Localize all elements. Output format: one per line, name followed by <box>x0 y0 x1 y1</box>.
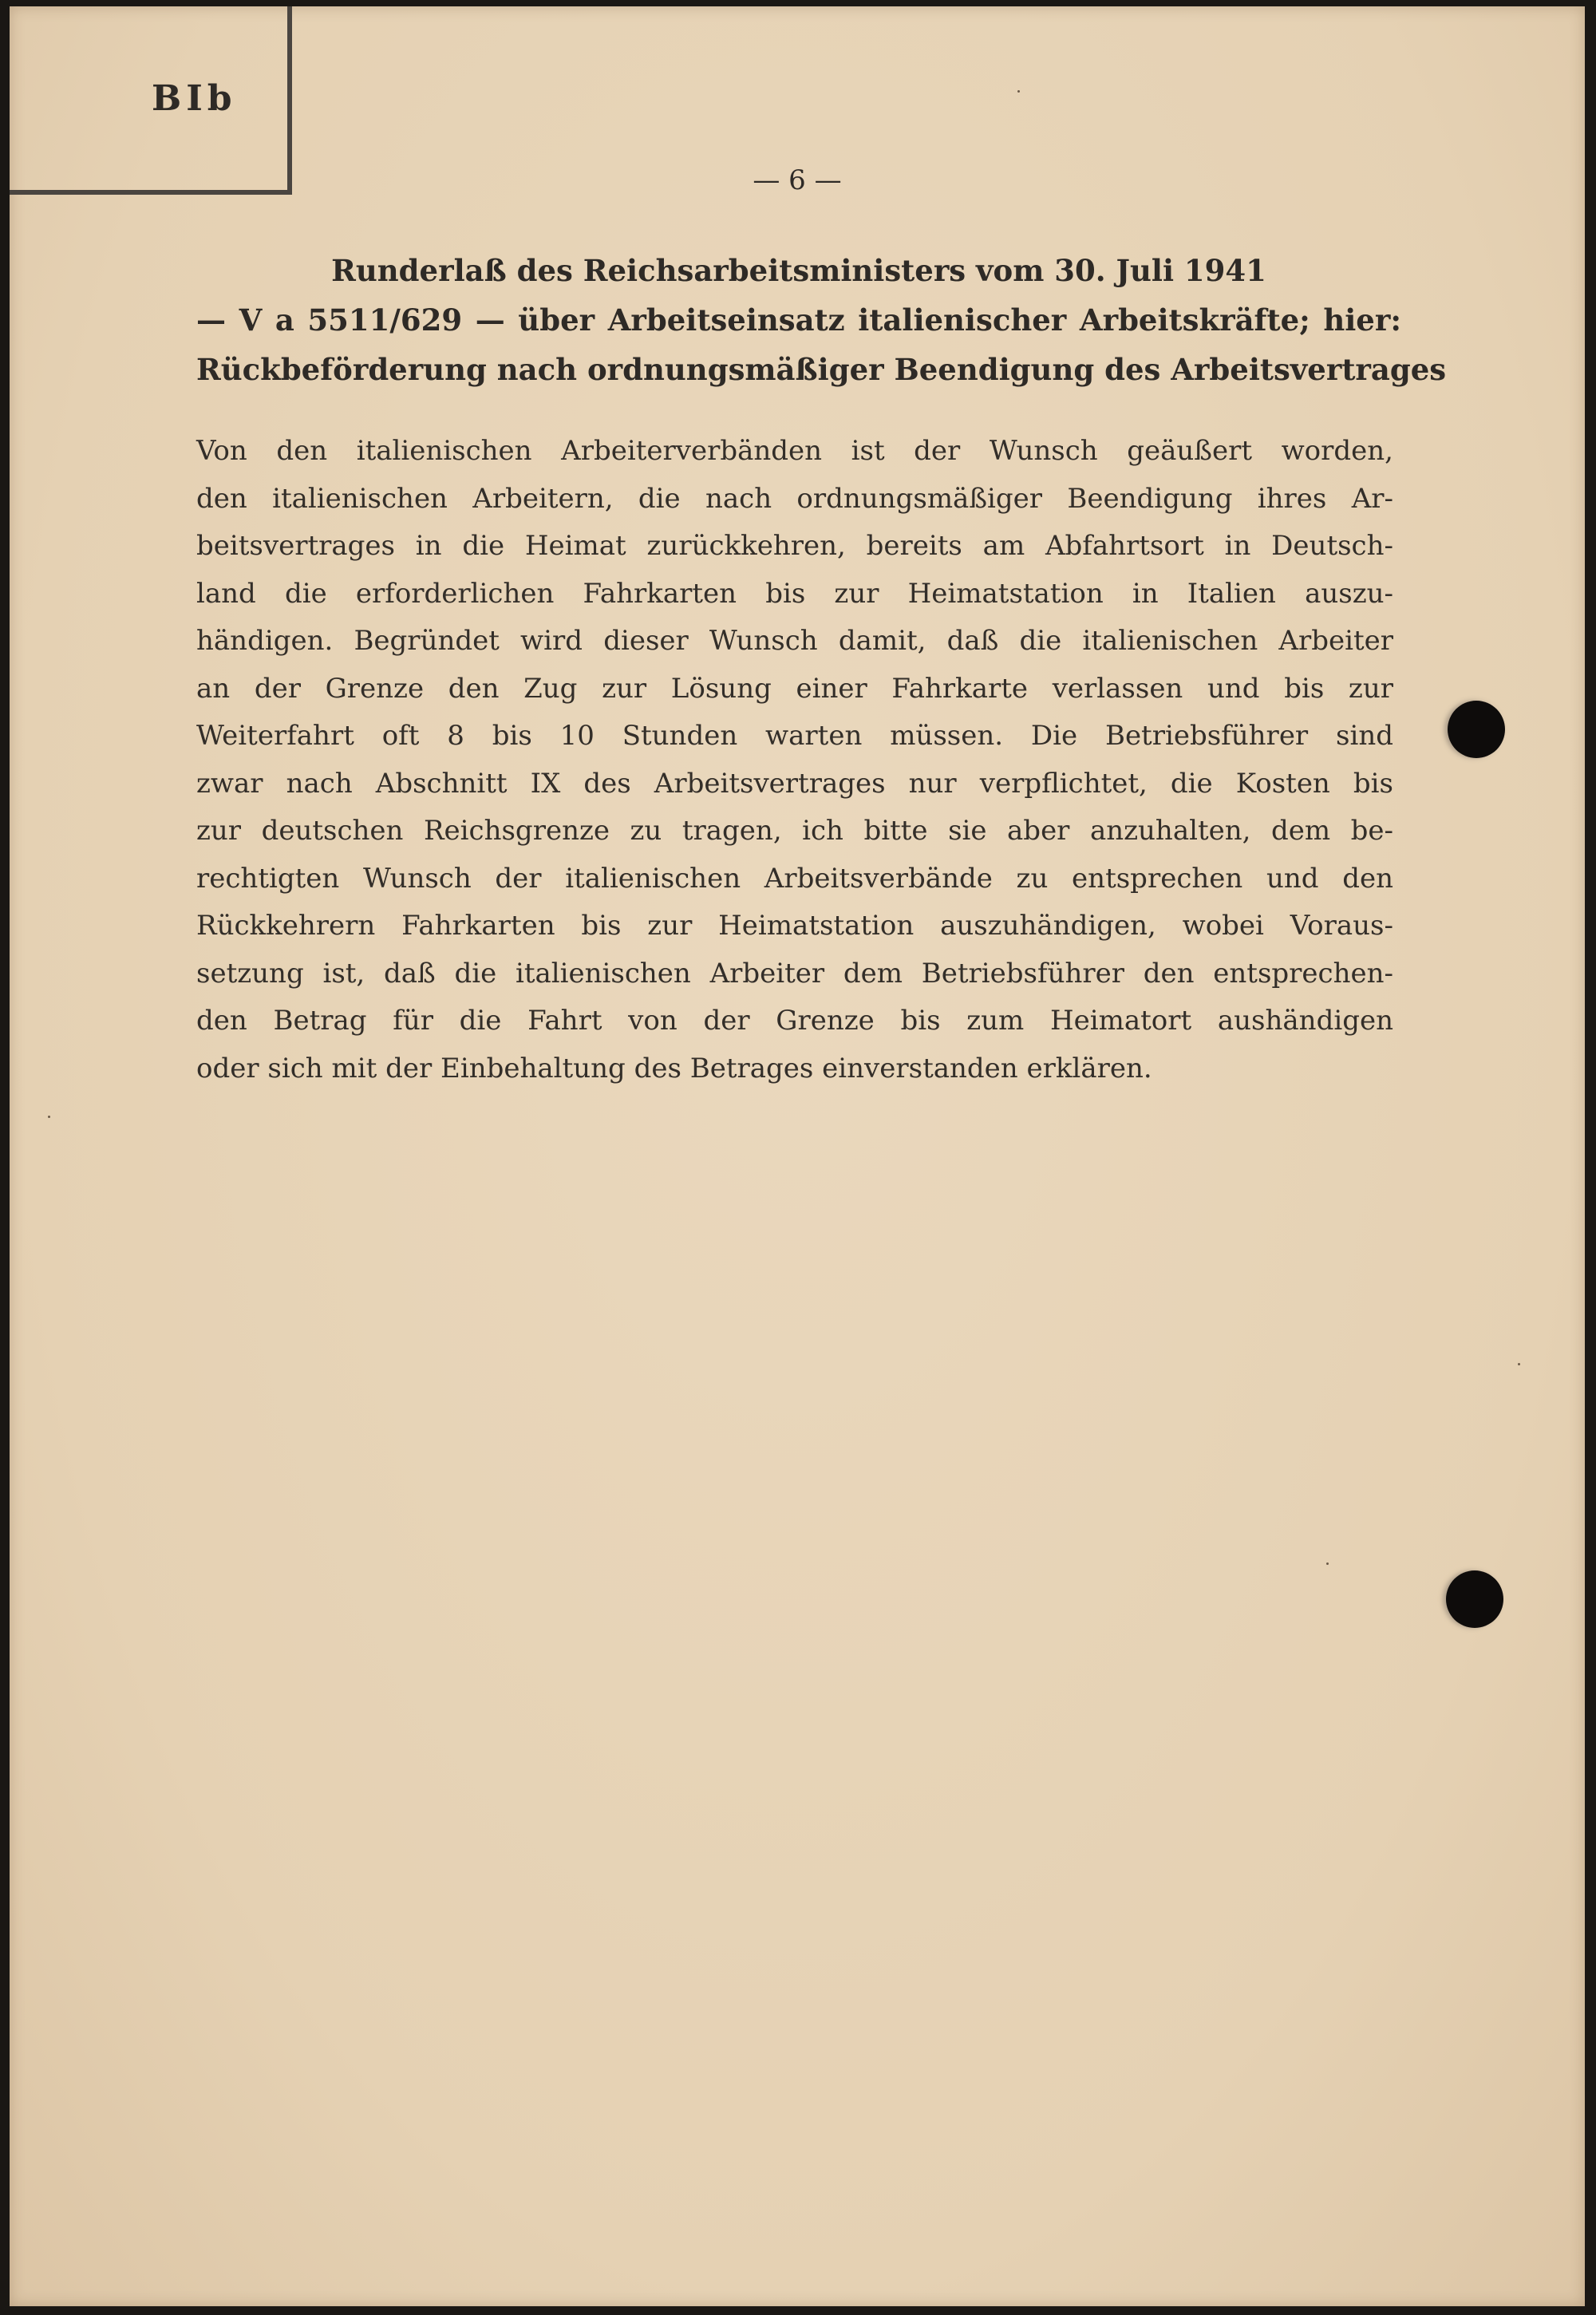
body-line: zur deutschen Reichsgrenze zu tragen, ich bitte sie aber anzuhalten, dem be- <box>196 815 1393 847</box>
body-line: händigen. Begründet wird dieser Wunsch damit, daß die italienischen Arbeiter <box>196 625 1393 657</box>
body-line: Rückkehrern Fahrkarten bis zur Heimatstation auszuhändigen, wobei Voraus- <box>196 910 1393 942</box>
body-line: den italienischen Arbeitern, die nach ordnungsmäßiger Beendigung ihres Ar- <box>196 482 1393 515</box>
document-page <box>10 6 1585 2306</box>
body-paragraph <box>196 428 1393 1092</box>
paper-speck <box>1326 1562 1329 1565</box>
page-number: — 6 — <box>753 164 842 196</box>
decree-heading <box>196 246 1447 394</box>
body-line: den Betrag für die Fahrt von der Grenze bis zum Heimatort aushändigen <box>196 1005 1393 1037</box>
body-line: beitsvertrages in die Heimat zurückkehren, bereits am Abfahrtsort in Deutsch- <box>196 530 1393 562</box>
paper-speck <box>1017 90 1020 93</box>
body-line: oder sich mit der Einbehaltung des Betrages einverstanden erklären. <box>196 1052 1152 1084</box>
paper-speck <box>48 1116 50 1118</box>
body-line: an der Grenze den Zug zur Lösung einer Fahrkarte verlassen und bis zur <box>196 672 1393 705</box>
body-line: zwar nach Abschnitt IX des Arbeitsvertrages nur verpflichtet, die Kosten bis <box>196 767 1393 800</box>
heading-line: Rückbeförderung nach ordnungsmäßiger Beendigung des Arbeitsvertrages <box>196 352 1447 387</box>
body-line: Von den italienischen Arbeiterverbänden ist der Wunsch geäußert worden, <box>196 435 1393 467</box>
body-line: Weiterfahrt oft 8 bis 10 Stunden warten müssen. Die Betriebsführer sind <box>196 720 1393 752</box>
heading-line: Runderlaß des Reichsarbeitsministers vom 30. Juli 1941 <box>331 253 1266 288</box>
heading-line: — V a 5511/629 — über Arbeitseinsatz italienischer Arbeitskräfte; hier: <box>196 302 1401 338</box>
section-tab-label: BIb <box>152 78 237 119</box>
punch-hole <box>1446 1570 1503 1628</box>
body-line: land die erforderlichen Fahrkarten bis zur Heimatstation in Italien auszu- <box>196 577 1393 610</box>
punch-hole <box>1448 701 1505 758</box>
body-line: setzung ist, daß die italienischen Arbeiter dem Betriebsführer den entsprechen- <box>196 957 1393 990</box>
body-line: rechtigten Wunsch der italienischen Arbeitsverbände zu entsprechen und den <box>196 862 1393 895</box>
paper-speck <box>1518 1363 1520 1365</box>
